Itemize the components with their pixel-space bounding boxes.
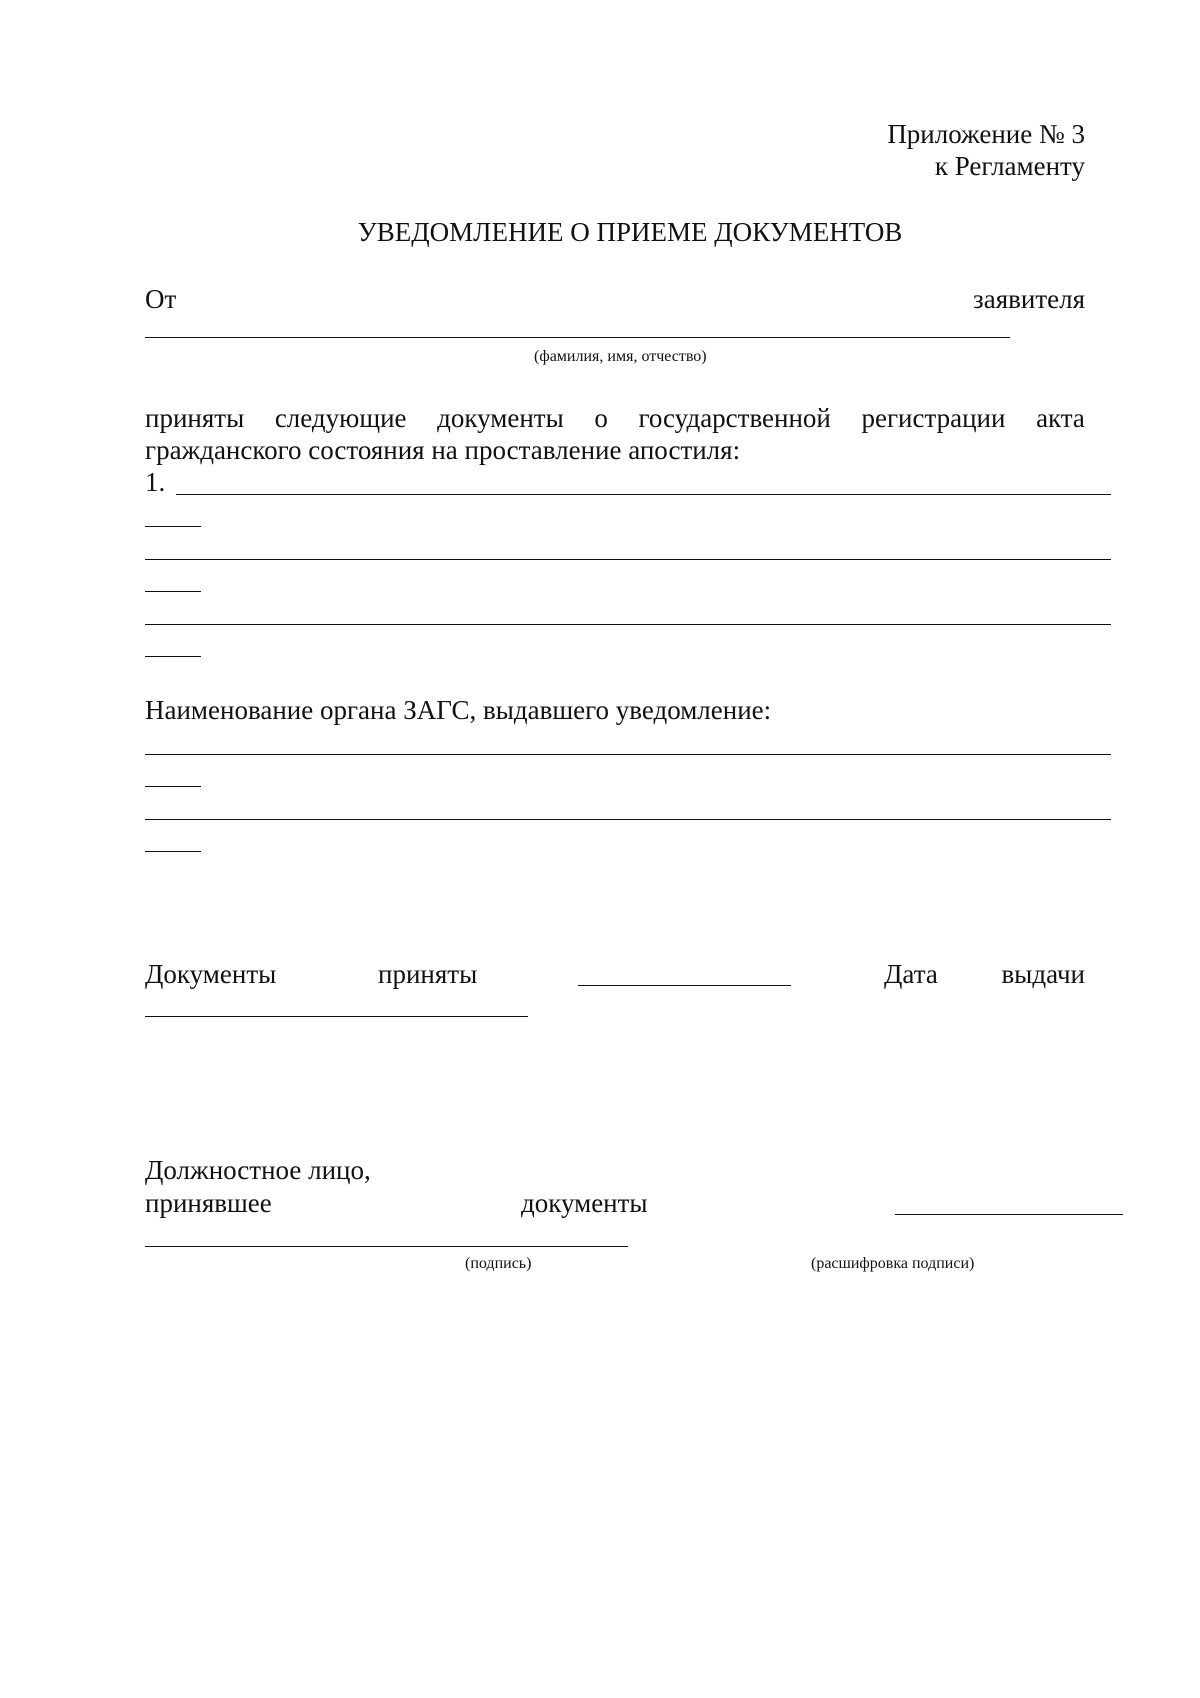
- documents-text-line1: [145, 402, 1085, 434]
- official-label: Должностное лицо,: [145, 1155, 371, 1185]
- word: приняты: [145, 403, 245, 433]
- word: государственной: [638, 403, 831, 433]
- field-continuation: [145, 526, 201, 527]
- signature-decoding-caption: (расшифровка подписи): [811, 1255, 975, 1272]
- issue-word: выдачи: [1001, 959, 1085, 989]
- zags-name-field-1[interactable]: [145, 754, 1111, 755]
- issue-date-field[interactable]: [145, 1016, 528, 1017]
- document-item-field-1[interactable]: [176, 494, 1111, 495]
- accepted-by-word: принявшее: [145, 1188, 272, 1218]
- word: регистрации: [861, 403, 1006, 433]
- item-number: 1.: [145, 467, 166, 497]
- accepted-field[interactable]: [578, 985, 791, 986]
- documents-text-line2: гражданского состояния на проставление апостиля:: [145, 435, 741, 465]
- field-continuation: [145, 591, 201, 592]
- word: о: [594, 403, 608, 433]
- zags-label: Наименование органа ЗАГС, выдавшего уведомление:: [145, 695, 772, 725]
- documents-word: документы: [521, 1188, 648, 1218]
- document-item-field-3[interactable]: [145, 624, 1111, 625]
- word: следующие: [274, 403, 407, 433]
- document-item-field-2[interactable]: [145, 559, 1111, 560]
- document-title: УВЕДОМЛЕНИЕ О ПРИЕМЕ ДОКУМЕНТОВ: [357, 217, 903, 247]
- date-word: Дата: [884, 959, 938, 989]
- applicant-name-caption: (фамилия, имя, отчество): [534, 348, 707, 365]
- official-name-field[interactable]: [895, 1214, 1123, 1215]
- field-continuation: [145, 786, 201, 787]
- documents-accepted-word: Документы: [145, 959, 277, 989]
- appendix-number: Приложение № 3: [887, 119, 1085, 149]
- field-continuation: [145, 656, 201, 657]
- from-label: От: [145, 284, 177, 314]
- applicant-label: заявителя: [973, 284, 1085, 314]
- field-continuation: [145, 851, 201, 852]
- word: акта: [1036, 403, 1085, 433]
- zags-name-field-2[interactable]: [145, 819, 1111, 820]
- signature-caption: (подпись): [465, 1255, 532, 1272]
- signature-field[interactable]: [145, 1246, 628, 1247]
- regulation-reference: к Регламенту: [934, 151, 1085, 181]
- word: документы: [437, 403, 564, 433]
- applicant-name-field[interactable]: [145, 337, 1010, 338]
- accepted-word: приняты: [378, 959, 478, 989]
